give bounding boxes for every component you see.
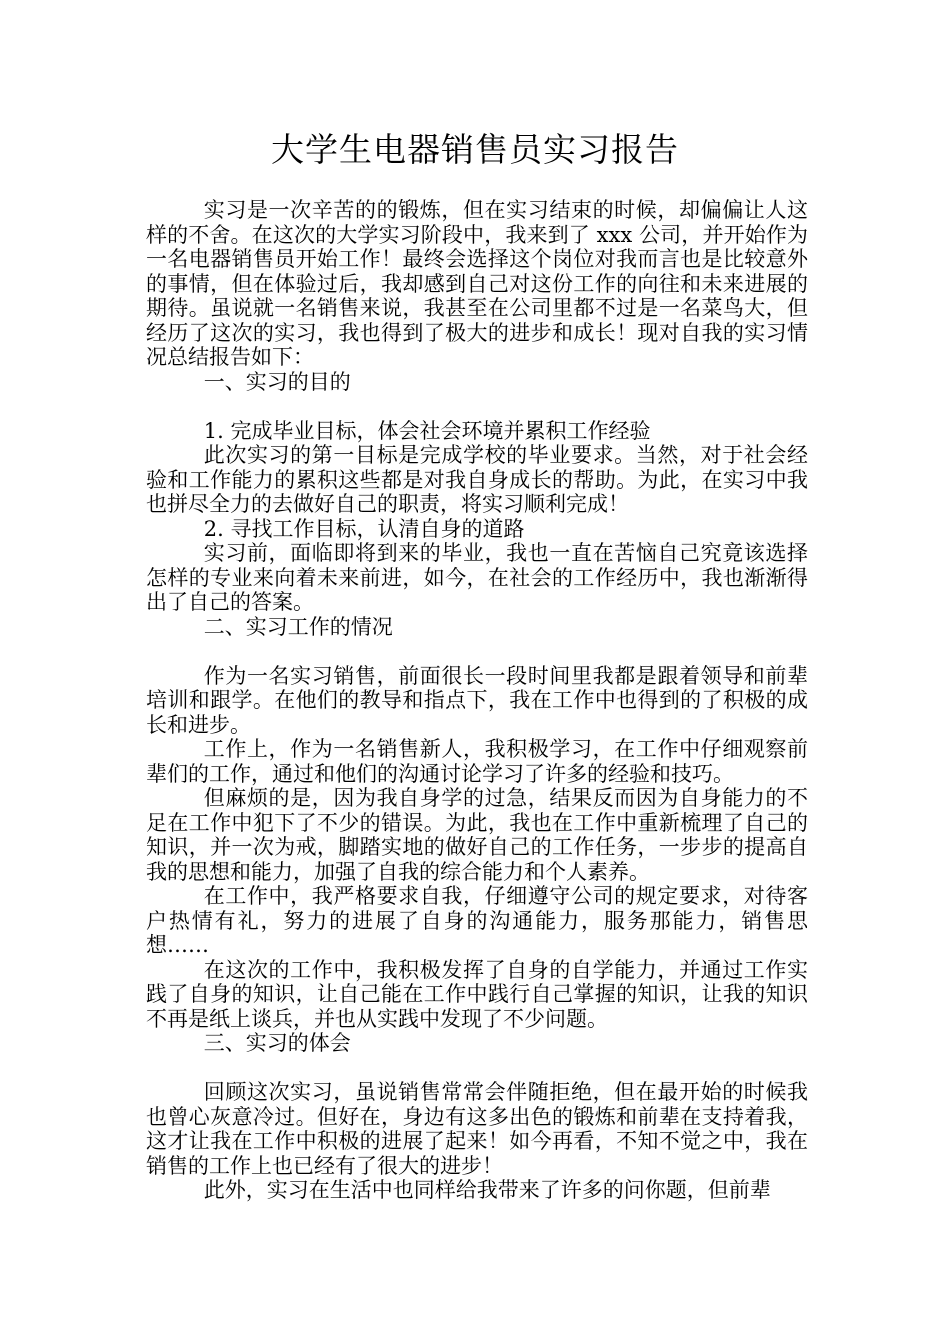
paragraph-work-1: 作为一名实习销售，前面很长一段时间里我都是跟着领导和前辈培训和跟学。在他们的教导和指点下，我在工作中也得到的了积极的成长和进步。: [146, 663, 808, 737]
subheading-goal-2: 2. 寻找工作目标，认清自身的道路: [203, 516, 525, 541]
paragraph-work-5: 在这次的工作中，我积极发挥了自身的自学能力，并通过工作实践了自身的知识，让自己能在工作中践行自己掌握的知识，让我的知识不再是纸上谈兵，并也从实践中发现了不少问题。: [146, 957, 808, 1031]
section-heading-purpose: 一、实习的目的: [203, 369, 351, 394]
section-heading-work: 二、实习工作的情况: [203, 614, 393, 639]
paragraph-intro: 实习是一次辛苦的的锻炼，但在实习结束的时候，却偏偏让人这样的不舍。在这次的大学实习阶段中，我来到了 xxx 公司，并开始作为一名电器销售员开始工作！最终会选择这个岗位对我而言也是比较意外的事情，但在体验过后，我却感到自己对这份工作的向往和未来进展的期待。虽说就一名销售来说，我甚至在公司里都不过是一名菜鸟大，但经历了这次的实习，我也得到了极大的进步和成长！现对自我的实习情况总结报告如下：: [146, 198, 808, 369]
paragraph-goal-1: 此次实习的第一目标是完成学校的毕业要求。当然，对于社会经验和工作能力的累积这些都是对我自身成长的帮助。为此，在实习中我也拼尽全力的去做好自己的职责，将实习顺利完成！: [146, 443, 808, 516]
paragraph-work-3: 但麻烦的是，因为我自身学的过急，结果反而因为自身能力的不足在工作中犯下了不少的错误。为此，我也在工作中重新梳理了自己的知识，并一次为戒，脚踏实地的做好自己的工作任务，一步步的提高自我的思想和能力，加强了自我的综合能力和个人素养。: [146, 786, 808, 884]
paragraph-goal-2: 实习前，面临即将到来的毕业，我也一直在苦恼自己究竟该选择怎样的专业来向着未来前进，如今，在社会的工作经历中，我也渐渐得出了自己的答案。: [146, 541, 808, 614]
paragraph-work-4: 在工作中，我严格要求自我，仔细遵守公司的规定要求，对待客户热情有礼，努力的进展了自身的沟通能力，服务那能力，销售思想……: [146, 884, 808, 957]
paragraph-reflection-1: 回顾这次实习，虽说销售常常会伴随拒绝，但在最开始的时候我也曾心灰意冷过。但好在，身边有这多出色的锻炼和前辈在支持着我，这才让我在工作中积极的进展了起来！如今再看，不知不觉之中，我在销售的工作上也已经有了很大的进步！: [146, 1080, 808, 1178]
paragraph-reflection-2: 此外，实习在生活中也同样给我带来了许多的问你题，但前辈: [203, 1178, 771, 1202]
subheading-goal-1: 1. 完成毕业目标，体会社会环境并累积工作经验: [203, 418, 651, 443]
paragraph-work-2: 工作上，作为一名销售新人，我积极学习，在工作中仔细观察前辈们的工作，通过和他们的沟通讨论学习了许多的经验和技巧。: [146, 737, 808, 786]
section-heading-reflection: 三、实习的体会: [203, 1031, 351, 1055]
document-body: [146, 198, 808, 1203]
document-title: 大学生电器销售员实习报告: [271, 130, 679, 169]
